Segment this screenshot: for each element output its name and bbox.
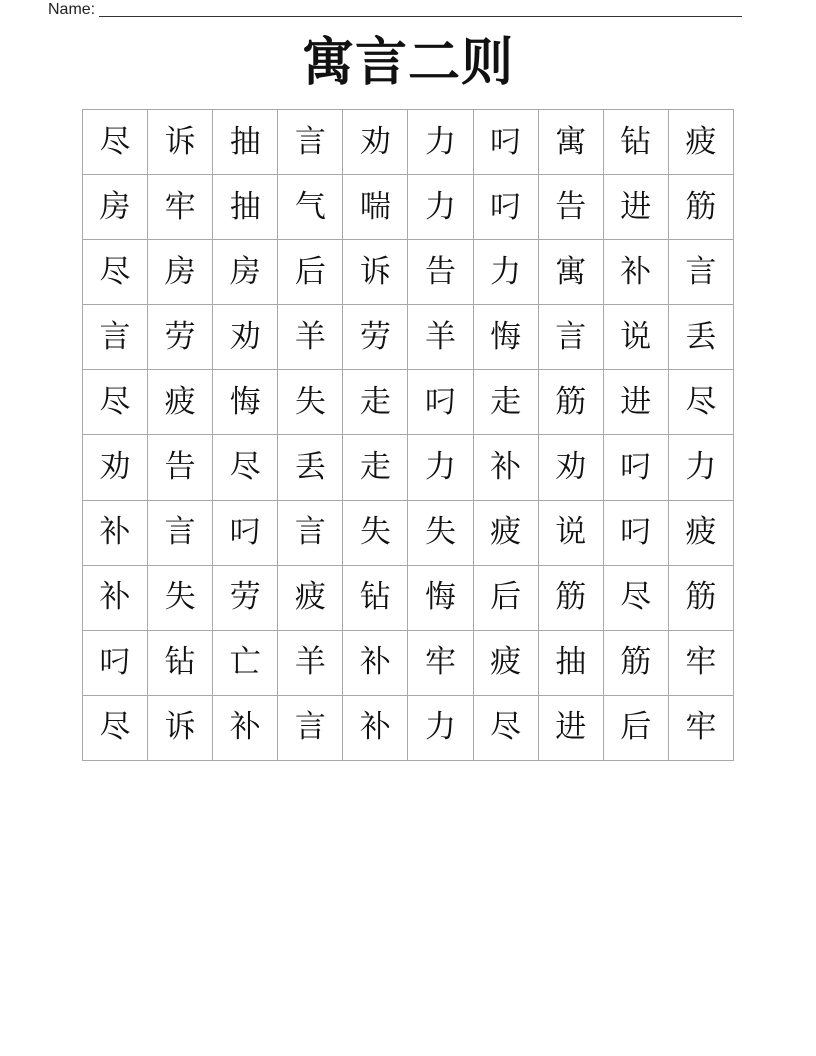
grid-cell: 告 [148,435,213,500]
name-label: Name: [48,1,96,18]
grid-cell: 力 [669,435,734,500]
grid-cell: 补 [213,696,278,761]
grid-cell: 劝 [343,110,408,175]
grid-cell: 言 [278,501,343,566]
grid-cell: 力 [408,110,473,175]
grid-cell: 亡 [213,631,278,696]
grid-cell: 叼 [408,370,473,435]
grid-cell: 后 [278,240,343,305]
grid-cell: 羊 [408,305,473,370]
grid-cell: 悔 [408,566,473,631]
grid-cell: 进 [604,175,669,240]
grid-cell: 筋 [539,370,604,435]
grid-cell: 悔 [213,370,278,435]
grid-cell: 劳 [148,305,213,370]
grid-cell: 诉 [343,240,408,305]
grid-cell: 叼 [83,631,148,696]
grid-cell: 气 [278,175,343,240]
grid-cell: 进 [604,370,669,435]
grid-cell: 言 [83,305,148,370]
grid-cell: 房 [148,240,213,305]
grid-cell: 劝 [213,305,278,370]
grid-cell: 诉 [148,696,213,761]
grid-cell: 补 [474,435,539,500]
name-field [48,0,742,18]
grid-cell: 力 [474,240,539,305]
name-write-line [99,2,742,17]
grid-cell: 告 [408,240,473,305]
grid-cell: 疲 [148,370,213,435]
grid-cell: 疲 [669,110,734,175]
grid-cell: 言 [278,110,343,175]
grid-cell: 劝 [83,435,148,500]
grid-cell: 叼 [604,501,669,566]
page-title: 寓言二则 [301,33,514,93]
grid-cell: 尽 [474,696,539,761]
grid-cell: 走 [343,370,408,435]
grid-cell: 房 [213,240,278,305]
grid-cell: 丢 [669,305,734,370]
grid-cell: 失 [278,370,343,435]
grid-cell: 疲 [474,631,539,696]
grid-cell: 告 [539,175,604,240]
grid-cell: 抽 [213,110,278,175]
grid-cell: 叼 [474,110,539,175]
grid-cell: 劳 [213,566,278,631]
grid-cell: 尽 [669,370,734,435]
grid-cell: 羊 [278,305,343,370]
grid-cell: 失 [148,566,213,631]
grid-cell: 力 [408,435,473,500]
grid-cell: 尽 [83,110,148,175]
grid-cell: 丢 [278,435,343,500]
grid-cell: 诉 [148,110,213,175]
grid-cell: 力 [408,175,473,240]
grid-cell: 筋 [669,175,734,240]
grid-cell: 叼 [474,175,539,240]
grid-cell: 后 [474,566,539,631]
grid-cell: 失 [408,501,473,566]
grid-cell: 言 [669,240,734,305]
grid-cell: 尽 [83,370,148,435]
grid-cell: 劝 [539,435,604,500]
grid-cell: 寓 [539,110,604,175]
grid-cell: 言 [539,305,604,370]
grid-cell: 疲 [474,501,539,566]
grid-cell: 言 [278,696,343,761]
grid-cell: 说 [604,305,669,370]
grid-cell: 叼 [213,501,278,566]
grid-cell: 力 [408,696,473,761]
grid-cell: 筋 [669,566,734,631]
character-grid [82,109,734,761]
grid-cell: 寓 [539,240,604,305]
grid-cell: 筋 [539,566,604,631]
grid-cell: 走 [343,435,408,500]
grid-cell: 尽 [83,696,148,761]
grid-cell: 叼 [604,435,669,500]
grid-cell: 尽 [83,240,148,305]
grid-cell: 说 [539,501,604,566]
grid-cell: 走 [474,370,539,435]
grid-cell: 抽 [213,175,278,240]
grid-cell: 房 [83,175,148,240]
grid-cell: 补 [83,566,148,631]
grid-cell: 牢 [148,175,213,240]
grid-cell: 钻 [343,566,408,631]
grid-cell: 筋 [604,631,669,696]
grid-cell: 补 [83,501,148,566]
grid-cell: 钻 [148,631,213,696]
grid-cell: 羊 [278,631,343,696]
grid-cell: 钻 [604,110,669,175]
grid-cell: 尽 [604,566,669,631]
grid-cell: 尽 [213,435,278,500]
grid-cell: 抽 [539,631,604,696]
grid-cell: 疲 [669,501,734,566]
grid-cell: 悔 [474,305,539,370]
grid-cell: 失 [343,501,408,566]
grid-cell: 牢 [408,631,473,696]
grid-cell: 后 [604,696,669,761]
grid-cell: 牢 [669,631,734,696]
grid-cell: 牢 [669,696,734,761]
grid-cell: 补 [343,631,408,696]
grid-cell: 补 [343,696,408,761]
grid-cell: 劳 [343,305,408,370]
grid-cell: 喘 [343,175,408,240]
grid-cell: 言 [148,501,213,566]
grid-cell: 进 [539,696,604,761]
grid-cell: 补 [604,240,669,305]
grid-cell: 疲 [278,566,343,631]
